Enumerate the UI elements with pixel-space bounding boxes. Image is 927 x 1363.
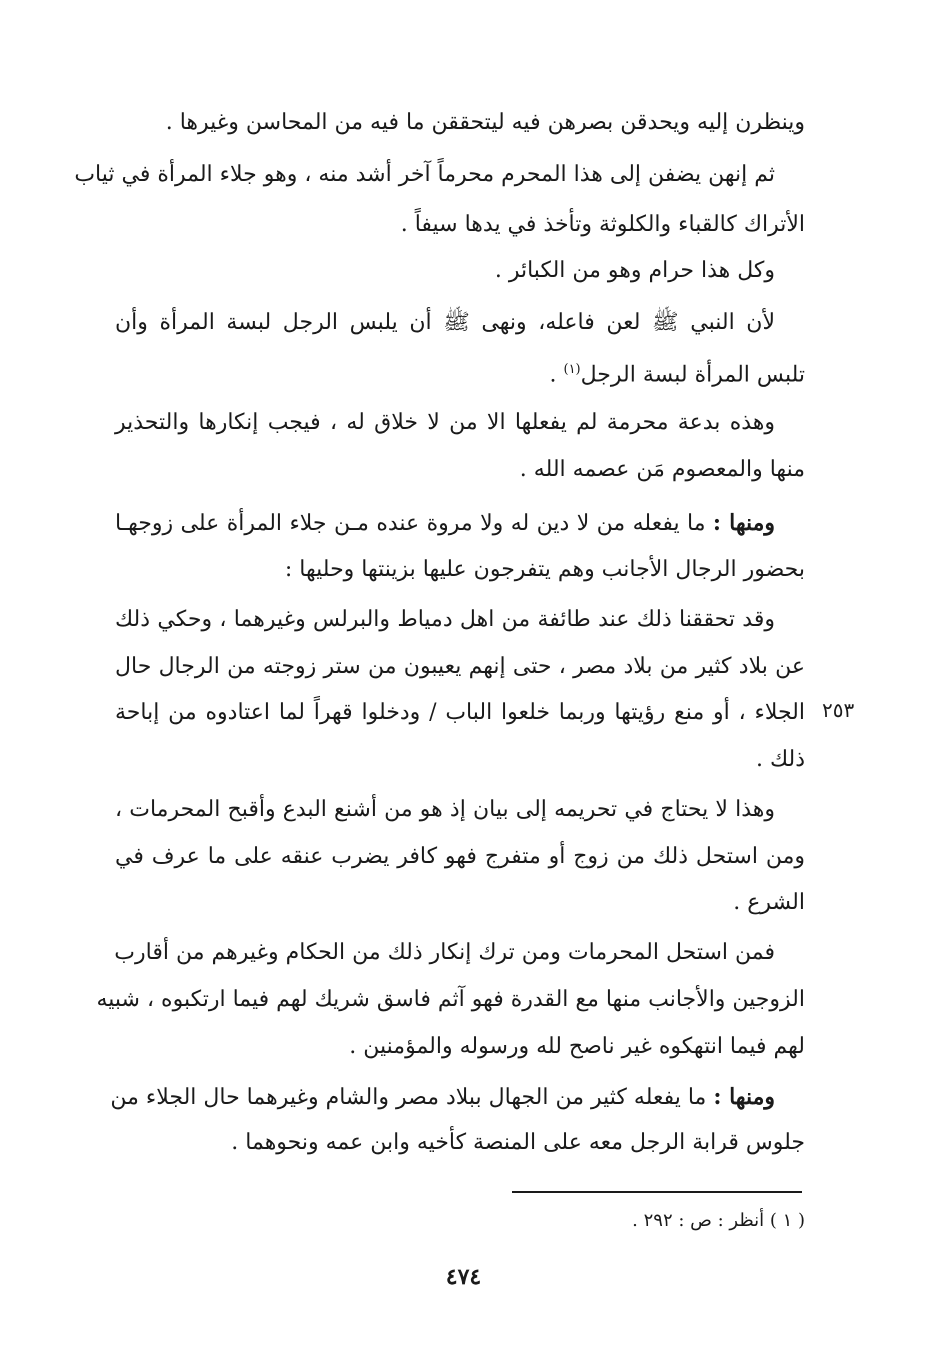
text-line-18: فمن استحل المحرمات ومن ترك إنكار ذلك من الحكام وغيرهم من أقارب (114, 940, 775, 965)
text-line-10: بحضور الرجال الأجانب وهم يتفرجون عليها بزينتها وحليها : (284, 557, 805, 582)
text-line-7: وهذه بدعة محرمة لم يفعلها الا من لا خلاق له ، فيجب إنكارها والتحذير (115, 410, 775, 435)
text-line-21: ومنها : ما يفعله كثير من الجهال ببلاد مصر والشام وغيرهما حال الجلاء من (110, 1084, 775, 1110)
text-line-4: وكل هذا حرام وهو من الكبائر . (494, 258, 775, 283)
text-line-8: منها والمعصوم مَن عصمه الله . (519, 457, 805, 482)
section-lead: ومنها : (713, 1084, 775, 1110)
footnote-divider (512, 1191, 802, 1193)
text-line-16: ومن استحل ذلك من زوج أو متفرج فهو كافر يضرب عنقه على ما عرف في (115, 844, 805, 869)
text-line-15: وهذا لا يحتاج في تحريمه إلى بيان إذ هو من أشنع البدع وأقبح المحرمات ، (115, 797, 775, 822)
text-line-22: جلوس قرابة الرجل معه على المنصة كأخيه وابن عمه ونحوهما . (231, 1130, 805, 1155)
text-line-3: الأتراك كالقباء والكلوثة وتأخذ في يدها سيفاً . (400, 212, 805, 237)
footnote: ( ١ ) أنظر : ص : ٢٩٢ . (632, 1210, 805, 1231)
section-lead: ومنها : (712, 510, 776, 536)
text-line-1: وينظرن إليه ويحدقن بصرهن فيه ليتحققن ما فيه من المحاسن وغيرها . (165, 110, 805, 135)
page-number: ٤٧٤ (445, 1264, 482, 1290)
text-line-11: وقد تحققنا ذلك عند طائفة من اهل دمياط والبرلس وغيرهما ، وحكي ذلك (115, 607, 775, 632)
margin-folio-number: ٢٥٣ (822, 698, 855, 722)
text-line-13: الجلاء ، أو منع رؤيتها وربما خلعوا الباب / ودخلوا قهراً لما اعتادوه من إباحة (115, 700, 806, 725)
text-line-20: لهم فيما انتهكوه غير ناصح لله ورسوله والمؤمنين . (349, 1034, 805, 1059)
text-line-6: تلبس المرأة لبسة الرجل$^{(١)}$ . (549, 362, 805, 388)
text-line-2: ثم إنهن يضفن إلى هذا المحرم محرماً آخر أشد منه ، وهو جلاء المرأة في ثياب (74, 162, 775, 187)
text-line-14: ذلك . (755, 747, 805, 772)
text-line-12: عن بلاد كثير من بلاد مصر ، حتى إنهم يعيبون من ستر زوجته من الرجال حال (115, 654, 805, 679)
text-line-19: الزوجين والأجانب منها مع القدرة فهو آثم فاسق شريك لهم فيما ارتكبوه ، شبيه (96, 987, 805, 1012)
text-line-5: لأن النبي ﷺ لعن فاعله، ونهى ﷺ أن يلبس الرجل لبسة المرأة وأن (115, 310, 775, 335)
footnote-marker: (١) (563, 362, 581, 377)
text-line-17: الشرع . (733, 890, 805, 915)
text-line-9: ومنها : ما يفعله من لا دين له ولا مروة عنده مـن جلاء المرأة على زوجهـا (115, 510, 776, 536)
